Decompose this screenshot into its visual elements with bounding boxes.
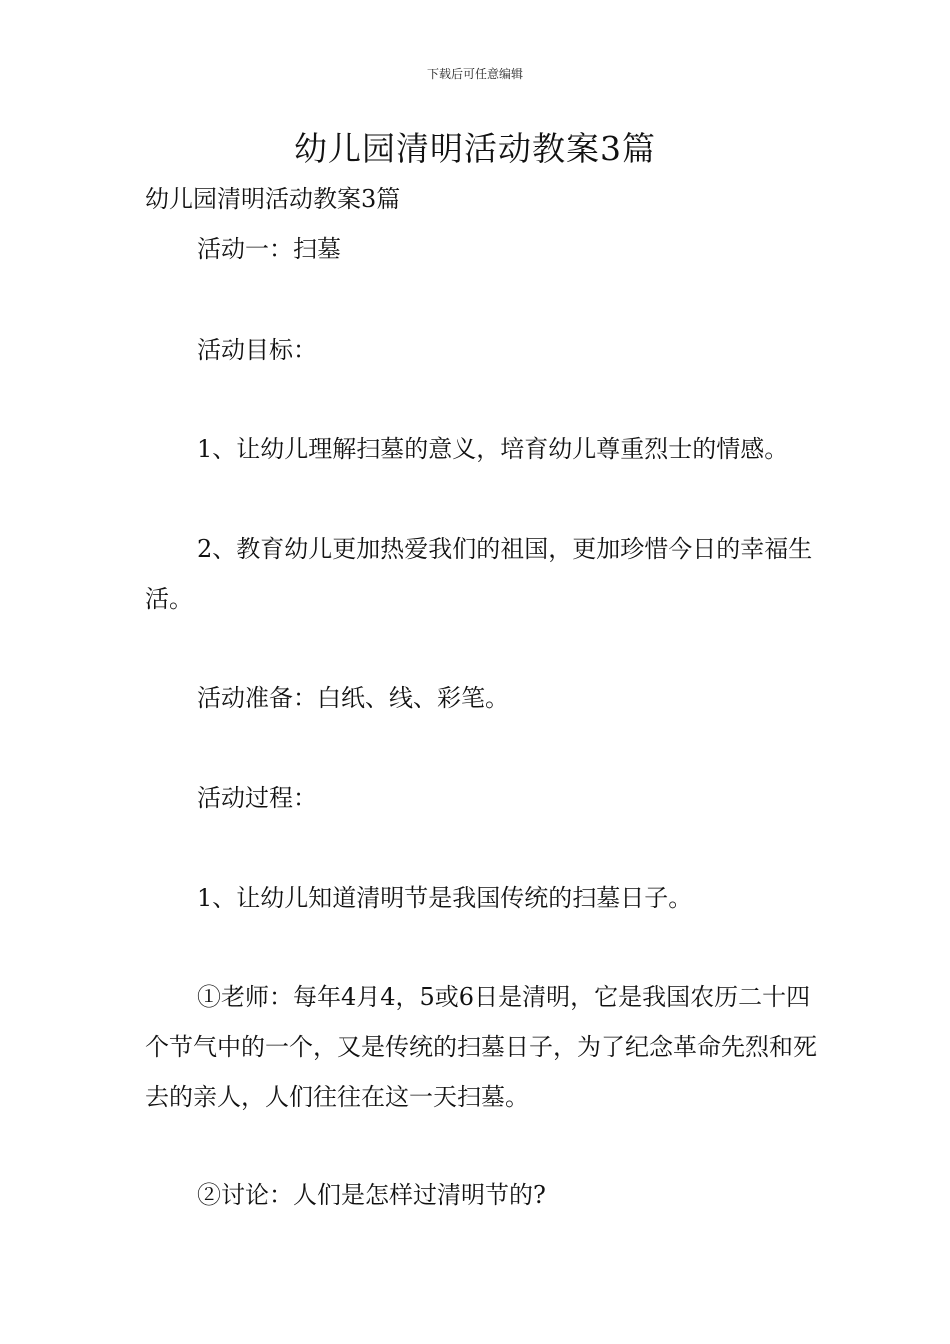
document-title: 幼儿园清明活动教案3篇 [294, 129, 656, 168]
paragraph-teacher-note: ①老师：每年4月4，5或6日是清明，它是我国农历二十四个节气中的一个，又是传统的扫墓日子，为了纪念革命先烈和死去的亲人，人们往往在这一天扫墓。 [145, 983, 817, 1111]
paragraph-discussion: ②讨论：人们是怎样过清明节的? [197, 1181, 546, 1209]
paragraph-preparation: 活动准备：白纸、线、彩笔。 [197, 684, 509, 712]
paragraph-process-heading: 活动过程： [197, 784, 317, 812]
paragraph-goal-one: 1、让幼儿理解扫墓的意义，培育幼儿尊重烈士的情感。 [197, 435, 789, 463]
paragraph-goal-two: 2、教育幼儿更加热爱我们的祖国，更加珍惜今日的幸福生活。 [145, 535, 813, 613]
header-note: 下载后可任意编辑 [426, 67, 523, 81]
paragraph-goals-heading: 活动目标： [197, 336, 317, 364]
document-subtitle: 幼儿园清明活动教案3篇 [145, 185, 401, 213]
paragraph-step-one: 1、让幼儿知道清明节是我国传统的扫墓日子。 [197, 884, 693, 912]
paragraph-activity-one: 活动一：扫墓 [197, 235, 341, 263]
